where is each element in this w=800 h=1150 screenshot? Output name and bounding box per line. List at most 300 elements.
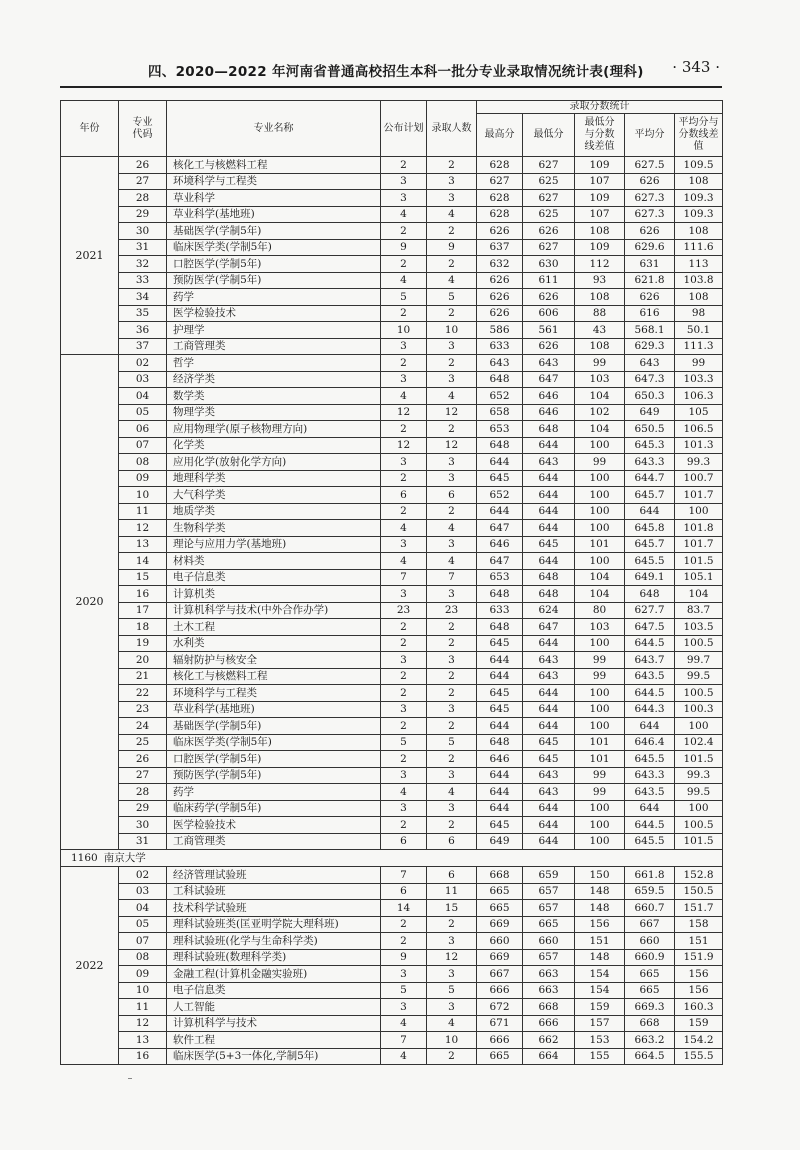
admitted-cell: 10 xyxy=(427,1032,477,1049)
min-score-cell: 626 xyxy=(523,223,575,240)
table-row xyxy=(61,206,723,223)
max-score-cell: 645 xyxy=(477,685,523,702)
header-min-diff: 最低分与分数线差值 xyxy=(575,114,625,157)
code-cell: 14 xyxy=(119,553,167,570)
admitted-cell: 2 xyxy=(427,256,477,273)
avg-diff-cell: 100.3 xyxy=(675,701,723,718)
min-score-cell: 644 xyxy=(523,800,575,817)
admission-statistics-table xyxy=(60,100,723,1065)
plan-cell: 9 xyxy=(381,949,427,966)
avg-diff-cell: 113 xyxy=(675,256,723,273)
code-cell: 33 xyxy=(119,272,167,289)
major-name-cell: 草业科学(基地班) xyxy=(167,206,381,223)
admitted-cell: 2 xyxy=(427,817,477,834)
table-row xyxy=(61,784,723,801)
code-cell: 11 xyxy=(119,999,167,1016)
major-name-cell: 基础医学(学制5年) xyxy=(167,223,381,240)
min-diff-cell: 154 xyxy=(575,966,625,983)
major-name-cell: 电子信息类 xyxy=(167,982,381,999)
min-diff-cell: 99 xyxy=(575,668,625,685)
max-score-cell: 648 xyxy=(477,586,523,603)
min-diff-cell: 104 xyxy=(575,586,625,603)
code-cell: 27 xyxy=(119,173,167,190)
plan-cell: 2 xyxy=(381,916,427,933)
avg-diff-cell: 99.3 xyxy=(675,454,723,471)
plan-cell: 12 xyxy=(381,437,427,454)
avg-diff-cell: 106.3 xyxy=(675,388,723,405)
code-cell: 09 xyxy=(119,470,167,487)
avg-diff-cell: 105.1 xyxy=(675,569,723,586)
max-score-cell: 648 xyxy=(477,734,523,751)
table-row xyxy=(61,355,723,372)
table-row xyxy=(61,734,723,751)
admitted-cell: 2 xyxy=(427,503,477,520)
admitted-cell: 3 xyxy=(427,933,477,950)
avg-diff-cell: 104 xyxy=(675,586,723,603)
admitted-cell: 2 xyxy=(427,718,477,735)
min-score-cell: 646 xyxy=(523,388,575,405)
min-score-cell: 660 xyxy=(523,933,575,950)
table-row xyxy=(61,602,723,619)
avg-diff-cell: 151.7 xyxy=(675,900,723,917)
major-name-cell: 理论与应用力学(基地班) xyxy=(167,536,381,553)
min-diff-cell: 109 xyxy=(575,157,625,174)
min-score-cell: 644 xyxy=(523,520,575,537)
admitted-cell: 2 xyxy=(427,305,477,322)
plan-cell: 2 xyxy=(381,157,427,174)
min-diff-cell: 100 xyxy=(575,520,625,537)
admitted-cell: 5 xyxy=(427,982,477,999)
avg-score-cell: 648 xyxy=(625,586,675,603)
max-score-cell: 665 xyxy=(477,1048,523,1065)
plan-cell: 3 xyxy=(381,586,427,603)
avg-diff-cell: 99 xyxy=(675,355,723,372)
max-score-cell: 652 xyxy=(477,487,523,504)
table-row xyxy=(61,652,723,669)
avg-diff-cell: 108 xyxy=(675,173,723,190)
min-diff-cell: 107 xyxy=(575,206,625,223)
plan-cell: 4 xyxy=(381,784,427,801)
avg-score-cell: 663.2 xyxy=(625,1032,675,1049)
min-score-cell: 625 xyxy=(523,206,575,223)
min-diff-cell: 80 xyxy=(575,602,625,619)
avg-diff-cell: 101.3 xyxy=(675,437,723,454)
min-diff-cell: 148 xyxy=(575,883,625,900)
max-score-cell: 633 xyxy=(477,602,523,619)
max-score-cell: 648 xyxy=(477,371,523,388)
avg-diff-cell: 108 xyxy=(675,223,723,240)
min-score-cell: 646 xyxy=(523,404,575,421)
avg-score-cell: 665 xyxy=(625,982,675,999)
admitted-cell: 2 xyxy=(427,751,477,768)
code-cell: 36 xyxy=(119,322,167,339)
plan-cell: 5 xyxy=(381,289,427,306)
avg-score-cell: 644 xyxy=(625,800,675,817)
avg-diff-cell: 100.7 xyxy=(675,470,723,487)
avg-score-cell: 649.1 xyxy=(625,569,675,586)
school-code: 1160 xyxy=(71,852,98,864)
plan-cell: 3 xyxy=(381,800,427,817)
table-row xyxy=(61,503,723,520)
table-row xyxy=(61,437,723,454)
year-cell: 2022 xyxy=(61,867,119,1065)
min-score-cell: 627 xyxy=(523,239,575,256)
avg-score-cell: 643.3 xyxy=(625,767,675,784)
avg-diff-cell: 83.7 xyxy=(675,602,723,619)
major-name-cell: 工商管理类 xyxy=(167,338,381,355)
max-score-cell: 628 xyxy=(477,157,523,174)
avg-score-cell: 626 xyxy=(625,289,675,306)
avg-score-cell: 643 xyxy=(625,355,675,372)
avg-score-cell: 644.5 xyxy=(625,817,675,834)
admitted-cell: 3 xyxy=(427,454,477,471)
major-name-cell: 预防医学(学制5年) xyxy=(167,272,381,289)
code-cell: 37 xyxy=(119,338,167,355)
table-row xyxy=(61,371,723,388)
major-name-cell: 基础医学(学制5年) xyxy=(167,718,381,735)
code-cell: 27 xyxy=(119,767,167,784)
major-name-cell: 口腔医学(学制5年) xyxy=(167,256,381,273)
major-name-cell: 理科试验班(化学与生命科学类) xyxy=(167,933,381,950)
major-name-cell: 理科试验班类(匡亚明学院大理科班) xyxy=(167,916,381,933)
min-diff-cell: 103 xyxy=(575,619,625,636)
avg-score-cell: 627.5 xyxy=(625,157,675,174)
min-score-cell: 644 xyxy=(523,685,575,702)
code-cell: 12 xyxy=(119,1015,167,1032)
code-cell: 12 xyxy=(119,520,167,537)
table-row xyxy=(61,586,723,603)
max-score-cell: 644 xyxy=(477,503,523,520)
max-score-cell: 645 xyxy=(477,635,523,652)
table-row xyxy=(61,685,723,702)
table-row xyxy=(61,569,723,586)
min-diff-cell: 150 xyxy=(575,867,625,884)
code-cell: 25 xyxy=(119,734,167,751)
avg-score-cell: 645.7 xyxy=(625,536,675,553)
avg-score-cell: 644.5 xyxy=(625,685,675,702)
avg-score-cell: 645.8 xyxy=(625,520,675,537)
min-diff-cell: 99 xyxy=(575,652,625,669)
avg-diff-cell: 99.5 xyxy=(675,784,723,801)
avg-diff-cell: 156 xyxy=(675,982,723,999)
admitted-cell: 11 xyxy=(427,883,477,900)
table-row xyxy=(61,751,723,768)
min-score-cell: 624 xyxy=(523,602,575,619)
major-name-cell: 计算机类 xyxy=(167,586,381,603)
admitted-cell: 4 xyxy=(427,388,477,405)
max-score-cell: 645 xyxy=(477,817,523,834)
admitted-cell: 3 xyxy=(427,652,477,669)
min-score-cell: 663 xyxy=(523,982,575,999)
admitted-cell: 3 xyxy=(427,173,477,190)
admitted-cell: 2 xyxy=(427,355,477,372)
admitted-cell: 7 xyxy=(427,569,477,586)
admitted-cell: 3 xyxy=(427,470,477,487)
max-score-cell: 645 xyxy=(477,470,523,487)
table-row xyxy=(61,1015,723,1032)
plan-cell: 3 xyxy=(381,173,427,190)
code-cell: 21 xyxy=(119,668,167,685)
avg-diff-cell: 103.5 xyxy=(675,619,723,636)
code-cell: 16 xyxy=(119,586,167,603)
min-diff-cell: 159 xyxy=(575,999,625,1016)
header-score-group: 录取分数统计 xyxy=(477,101,723,114)
code-cell: 35 xyxy=(119,305,167,322)
avg-score-cell: 645.5 xyxy=(625,553,675,570)
admitted-cell: 12 xyxy=(427,437,477,454)
admitted-cell: 3 xyxy=(427,767,477,784)
major-name-cell: 哲学 xyxy=(167,355,381,372)
avg-diff-cell: 103.3 xyxy=(675,371,723,388)
avg-score-cell: 660.9 xyxy=(625,949,675,966)
max-score-cell: 632 xyxy=(477,256,523,273)
min-diff-cell: 104 xyxy=(575,421,625,438)
code-cell: 08 xyxy=(119,454,167,471)
max-score-cell: 666 xyxy=(477,1032,523,1049)
avg-score-cell: 647.3 xyxy=(625,371,675,388)
avg-diff-cell: 111.6 xyxy=(675,239,723,256)
code-cell: 07 xyxy=(119,437,167,454)
code-cell: 26 xyxy=(119,751,167,768)
major-name-cell: 理科试验班(数理科学类) xyxy=(167,949,381,966)
avg-score-cell: 645.5 xyxy=(625,751,675,768)
avg-score-cell: 664.5 xyxy=(625,1048,675,1065)
min-diff-cell: 157 xyxy=(575,1015,625,1032)
avg-diff-cell: 151.9 xyxy=(675,949,723,966)
major-name-cell: 应用化学(放射化学方向) xyxy=(167,454,381,471)
avg-diff-cell: 106.5 xyxy=(675,421,723,438)
min-diff-cell: 99 xyxy=(575,784,625,801)
min-diff-cell: 99 xyxy=(575,355,625,372)
major-name-cell: 环境科学与工程类 xyxy=(167,173,381,190)
major-name-cell: 经济管理试验班 xyxy=(167,867,381,884)
min-diff-cell: 100 xyxy=(575,701,625,718)
min-score-cell: 644 xyxy=(523,833,575,850)
page-title: 四、2020—2022 年河南省普通高校招生本科一批分专业录取情况统计表(理科) xyxy=(148,64,644,80)
code-cell: 02 xyxy=(119,355,167,372)
max-score-cell: 628 xyxy=(477,206,523,223)
avg-diff-cell: 105 xyxy=(675,404,723,421)
table-row xyxy=(61,718,723,735)
table-row xyxy=(61,883,723,900)
min-score-cell: 644 xyxy=(523,701,575,718)
major-name-cell: 口腔医学(学制5年) xyxy=(167,751,381,768)
avg-score-cell: 644.5 xyxy=(625,635,675,652)
plan-cell: 5 xyxy=(381,734,427,751)
min-diff-cell: 100 xyxy=(575,470,625,487)
page-number: · 343 · xyxy=(672,58,720,76)
min-score-cell: 643 xyxy=(523,767,575,784)
min-score-cell: 657 xyxy=(523,883,575,900)
min-diff-cell: 156 xyxy=(575,916,625,933)
major-name-cell: 辐射防护与核安全 xyxy=(167,652,381,669)
plan-cell: 7 xyxy=(381,867,427,884)
table-row xyxy=(61,520,723,537)
table-row xyxy=(61,668,723,685)
max-score-cell: 649 xyxy=(477,833,523,850)
avg-diff-cell: 100 xyxy=(675,503,723,520)
min-diff-cell: 102 xyxy=(575,404,625,421)
max-score-cell: 643 xyxy=(477,355,523,372)
header-plan: 公布计划 xyxy=(381,101,427,157)
major-name-cell: 核化工与核燃料工程 xyxy=(167,668,381,685)
min-diff-cell: 100 xyxy=(575,437,625,454)
min-score-cell: 668 xyxy=(523,999,575,1016)
max-score-cell: 658 xyxy=(477,404,523,421)
plan-cell: 3 xyxy=(381,767,427,784)
major-name-cell: 应用物理学(原子核物理方向) xyxy=(167,421,381,438)
avg-score-cell: 646.4 xyxy=(625,734,675,751)
max-score-cell: 633 xyxy=(477,338,523,355)
table-row xyxy=(61,999,723,1016)
max-score-cell: 665 xyxy=(477,883,523,900)
table-row xyxy=(61,966,723,983)
table-row xyxy=(61,1048,723,1065)
code-cell: 13 xyxy=(119,1032,167,1049)
table-row xyxy=(61,404,723,421)
major-name-cell: 地理科学类 xyxy=(167,470,381,487)
header-avg-diff: 平均分与分数线差值 xyxy=(675,114,723,157)
max-score-cell: 626 xyxy=(477,305,523,322)
max-score-cell: 627 xyxy=(477,173,523,190)
admitted-cell: 6 xyxy=(427,833,477,850)
plan-cell: 2 xyxy=(381,668,427,685)
plan-cell: 14 xyxy=(381,900,427,917)
min-score-cell: 664 xyxy=(523,1048,575,1065)
min-diff-cell: 99 xyxy=(575,767,625,784)
max-score-cell: 652 xyxy=(477,388,523,405)
plan-cell: 3 xyxy=(381,652,427,669)
major-name-cell: 护理学 xyxy=(167,322,381,339)
max-score-cell: 669 xyxy=(477,949,523,966)
min-score-cell: 643 xyxy=(523,454,575,471)
plan-cell: 12 xyxy=(381,404,427,421)
table-row xyxy=(61,536,723,553)
avg-diff-cell: 158 xyxy=(675,916,723,933)
avg-score-cell: 626 xyxy=(625,223,675,240)
code-cell: 18 xyxy=(119,619,167,636)
min-diff-cell: 100 xyxy=(575,553,625,570)
avg-diff-cell: 100.5 xyxy=(675,817,723,834)
plan-cell: 4 xyxy=(381,272,427,289)
admitted-cell: 6 xyxy=(427,867,477,884)
table-row xyxy=(61,157,723,174)
avg-diff-cell: 108 xyxy=(675,289,723,306)
max-score-cell: 669 xyxy=(477,916,523,933)
plan-cell: 23 xyxy=(381,602,427,619)
admitted-cell: 3 xyxy=(427,338,477,355)
min-score-cell: 648 xyxy=(523,586,575,603)
min-diff-cell: 108 xyxy=(575,289,625,306)
avg-score-cell: 644.7 xyxy=(625,470,675,487)
table-row xyxy=(61,900,723,917)
header-admitted: 录取人数 xyxy=(427,101,477,157)
min-diff-cell: 100 xyxy=(575,817,625,834)
max-score-cell: 648 xyxy=(477,619,523,636)
table-row xyxy=(61,239,723,256)
admitted-cell: 23 xyxy=(427,602,477,619)
min-diff-cell: 101 xyxy=(575,536,625,553)
code-cell: 15 xyxy=(119,569,167,586)
header-min: 最低分 xyxy=(523,114,575,157)
plan-cell: 3 xyxy=(381,371,427,388)
table-row xyxy=(61,553,723,570)
major-name-cell: 药学 xyxy=(167,784,381,801)
code-cell: 08 xyxy=(119,949,167,966)
admitted-cell: 3 xyxy=(427,800,477,817)
school-name: 南京大学 xyxy=(103,852,146,864)
admitted-cell: 2 xyxy=(427,157,477,174)
major-name-cell: 水利类 xyxy=(167,635,381,652)
major-name-cell: 技术科学试验班 xyxy=(167,900,381,917)
min-diff-cell: 101 xyxy=(575,751,625,768)
plan-cell: 2 xyxy=(381,421,427,438)
max-score-cell: 672 xyxy=(477,999,523,1016)
avg-score-cell: 660 xyxy=(625,933,675,950)
header-name: 专业名称 xyxy=(167,101,381,157)
min-score-cell: 644 xyxy=(523,817,575,834)
min-score-cell: 648 xyxy=(523,421,575,438)
min-score-cell: 606 xyxy=(523,305,575,322)
code-cell: 31 xyxy=(119,239,167,256)
admitted-cell: 2 xyxy=(427,635,477,652)
code-cell: 28 xyxy=(119,784,167,801)
code-cell: 11 xyxy=(119,503,167,520)
table-row xyxy=(61,190,723,207)
avg-score-cell: 645.7 xyxy=(625,487,675,504)
min-score-cell: 644 xyxy=(523,718,575,735)
admitted-cell: 2 xyxy=(427,916,477,933)
plan-cell: 2 xyxy=(381,685,427,702)
min-score-cell: 645 xyxy=(523,751,575,768)
admitted-cell: 5 xyxy=(427,734,477,751)
admitted-cell: 2 xyxy=(427,421,477,438)
admitted-cell: 2 xyxy=(427,668,477,685)
min-diff-cell: 103 xyxy=(575,371,625,388)
max-score-cell: 665 xyxy=(477,900,523,917)
major-name-cell: 数学类 xyxy=(167,388,381,405)
header-year: 年份 xyxy=(61,101,119,157)
plan-cell: 5 xyxy=(381,982,427,999)
avg-diff-cell: 111.3 xyxy=(675,338,723,355)
code-cell: 32 xyxy=(119,256,167,273)
min-score-cell: 659 xyxy=(523,867,575,884)
table-row xyxy=(61,800,723,817)
avg-score-cell: 665 xyxy=(625,966,675,983)
avg-diff-cell: 100.5 xyxy=(675,635,723,652)
min-score-cell: 627 xyxy=(523,190,575,207)
plan-cell: 2 xyxy=(381,751,427,768)
table-row xyxy=(61,272,723,289)
avg-score-cell: 649 xyxy=(625,404,675,421)
avg-score-cell: 621.8 xyxy=(625,272,675,289)
max-score-cell: 644 xyxy=(477,800,523,817)
max-score-cell: 628 xyxy=(477,190,523,207)
code-cell: 24 xyxy=(119,718,167,735)
admitted-cell: 12 xyxy=(427,949,477,966)
avg-score-cell: 660.7 xyxy=(625,900,675,917)
min-score-cell: 627 xyxy=(523,157,575,174)
min-diff-cell: 112 xyxy=(575,256,625,273)
major-name-cell: 生物科学类 xyxy=(167,520,381,537)
code-cell: 22 xyxy=(119,685,167,702)
admitted-cell: 4 xyxy=(427,784,477,801)
major-name-cell: 人工智能 xyxy=(167,999,381,1016)
admitted-cell: 4 xyxy=(427,272,477,289)
avg-diff-cell: 101.7 xyxy=(675,536,723,553)
max-score-cell: 646 xyxy=(477,536,523,553)
min-score-cell: 647 xyxy=(523,619,575,636)
